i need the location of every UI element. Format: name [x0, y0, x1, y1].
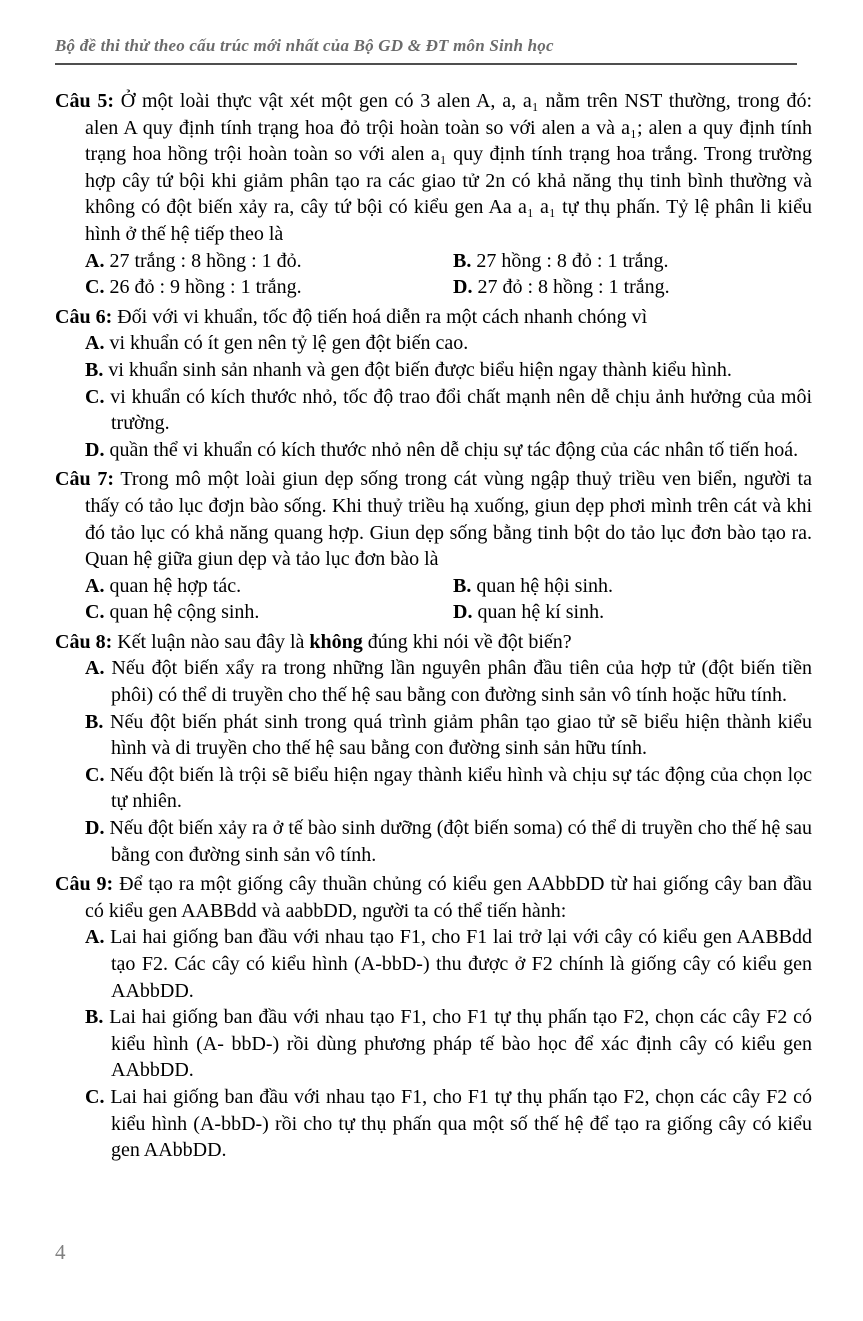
option-text: 27 trắng : 8 hồng : 1 đỏ. — [109, 249, 302, 272]
option-letter: C. — [85, 763, 105, 786]
option-text: vi khuẩn sinh sản nhanh và gen đột biến được biểu hiện ngay thành kiểu hình. — [108, 358, 732, 381]
option-d — [453, 274, 812, 301]
option-b — [453, 573, 812, 600]
option-text: quan hệ kí sinh. — [477, 601, 605, 624]
option-text: Nếu đột biến xẩy ra trong những lần nguyên phân đầu tiên của hợp tử (đột biến tiền phôi) có thể di truyền cho thế hệ sau bằng con đường sinh sản vô tính hoặc hữu tính. — [111, 657, 813, 707]
question-text-emphasis: không — [309, 630, 363, 653]
option-text: quan hệ hợp tác. — [109, 574, 242, 597]
option-b — [85, 1004, 812, 1084]
option-letter: B. — [85, 710, 104, 733]
option-text: Nếu đột biến là trội sẽ biểu hiện ngay thành kiểu hình và chịu sự tác động của chọn lọc tự nhiên. — [109, 763, 813, 813]
option-c — [85, 762, 812, 815]
options-block — [85, 924, 812, 1163]
question-5 — [55, 88, 812, 301]
question-text: Đối với vi khuẩn, tốc độ tiến hoá diễn ra một cách nhanh chóng vì — [117, 305, 648, 328]
option-letter: D. — [453, 276, 473, 299]
option-a — [85, 248, 453, 275]
question-6 — [55, 304, 812, 464]
option-letter: A. — [85, 332, 105, 355]
option-c — [85, 384, 812, 437]
option-a — [85, 330, 812, 357]
option-text: 27 hồng : 8 đỏ : 1 trắng. — [476, 249, 669, 272]
question-paragraph — [55, 871, 812, 924]
option-text: quan hệ hội sinh. — [476, 574, 613, 597]
question-text: Trong mô một loài giun dẹp sống trong cát vùng ngập thuỷ triều ven biển, người ta thấy có tảo lục đơjn bào sống. Khi thuỷ triều hạ xuống, giun dẹp phơi mình trên cát và khi đó tảo lục có khả năng quang hợp. Giun dẹp sống bằng tinh bột do tảo lục đơn bào tạo ra. Quan hệ giữa giun dẹp và tảo lục đơn bào là — [85, 468, 812, 571]
option-d — [85, 815, 812, 868]
options-block — [85, 330, 812, 463]
option-letter: A. — [85, 926, 105, 949]
option-text: Nếu đột biến phát sinh trong quá trình giảm phân tạo giao tử sẽ biểu hiện thành kiểu hình và di truyền cho thế hệ sau bằng con đường sinh sản hữu tính. — [110, 710, 813, 760]
option-text: quan hệ cộng sinh. — [109, 601, 260, 624]
option-a — [85, 655, 812, 708]
question-label: Câu 5: — [55, 90, 114, 112]
question-label: Câu 9: — [55, 873, 114, 896]
option-letter: B. — [85, 1006, 104, 1029]
option-b — [85, 709, 812, 762]
question-label: Câu 8: — [55, 630, 113, 653]
option-c — [85, 274, 453, 301]
option-letter: B. — [453, 574, 472, 597]
option-letter: D. — [453, 601, 473, 624]
option-a — [85, 573, 453, 600]
option-c — [85, 599, 453, 626]
question-label: Câu 6: — [55, 305, 113, 328]
question-9 — [55, 871, 812, 1164]
question-7 — [55, 466, 812, 626]
option-letter: C. — [85, 276, 105, 299]
options-block — [85, 655, 812, 868]
options-grid — [85, 573, 812, 626]
option-letter: C. — [85, 1085, 105, 1108]
questions-list — [55, 88, 812, 1164]
page-header: Bộ đề thi thử theo cấu trúc mới nhất của Bộ GD & ĐT môn Sinh học — [55, 36, 797, 65]
option-b — [85, 357, 812, 384]
option-letter: C. — [85, 385, 105, 408]
option-letter: A. — [85, 657, 105, 680]
option-letter: D. — [85, 438, 105, 461]
question-paragraph — [55, 88, 812, 248]
option-text: vi khuẩn có kích thước nhỏ, tốc độ trao đổi chất mạnh nên dễ chịu ảnh hưởng của môi trường. — [110, 385, 812, 435]
question-paragraph — [55, 466, 812, 572]
options-grid — [85, 248, 812, 301]
option-text: quần thể vi khuẩn có kích thước nhỏ nên dễ chịu sự tác động của các nhân tố tiến hoá. — [109, 438, 799, 461]
option-letter: B. — [85, 358, 104, 381]
question-text: Để tạo ra một giống cây thuần chủng có kiểu gen AAbbDD từ hai giống cây ban đầu có kiểu gen AABBdd và aabbDD, người ta có thể tiến hành: — [85, 873, 813, 922]
option-text: vi khuẩn có ít gen nên tỷ lệ gen đột biến cao. — [109, 332, 469, 355]
option-d — [453, 599, 812, 626]
question-paragraph — [55, 304, 812, 331]
option-text: Lai hai giống ban đầu với nhau tạo F1, cho F1 tự thụ phấn tạo F2, chọn các cây F2 có kiểu hình (A- bbD-) rồi dùng phương pháp tế bào học để xác định cây có kiểu gen AAbbDD. — [109, 1006, 813, 1082]
question-text-after: đúng khi nói về đột biến? — [362, 630, 572, 653]
question-paragraph — [55, 629, 812, 656]
question-8 — [55, 629, 812, 868]
option-text: Nếu đột biến xảy ra ở tế bào sinh dưỡng (đột biến soma) có thể di truyền cho thế hệ sau bằng con đường sinh sản vô tính. — [109, 817, 813, 866]
question-label: Câu 7: — [55, 468, 114, 491]
option-letter: C. — [85, 601, 105, 624]
option-text: Lai hai giống ban đầu với nhau tạo F1, cho F1 tự thụ phấn tạo F2, chọn các cây F2 có kiểu hình (A-bbD-) rồi cho tự thụ phấn qua một số thế hệ để tạo ra giống cây có kiểu gen AAbbDD. — [110, 1085, 813, 1162]
question-text: Ở một loài thực vật xét một gen có 3 alen A, a, a₁ nằm trên NST thường, trong đó: alen A quy định tính trạng hoa đỏ trội hoàn toàn so với alen a và a₁; alen a quy định tính trạng hoa hồng trội hoàn toàn so với alen a₁ quy định tính trạng hoa trắng. Trong trường hợp cây tứ bội khi giảm phân tạo ra các giao tử 2n có khả năng thụ tinh bình thường và không có đột biến xảy ra, cây tứ bội có kiểu gen Aa a₁ a₁ tự thụ phấn. Tỷ lệ phân li kiểu hình ở thế hệ tiếp theo là — [85, 90, 812, 245]
option-d — [85, 437, 812, 464]
page-number: 4 — [55, 1240, 66, 1264]
option-b — [453, 248, 812, 275]
option-letter: A. — [85, 249, 105, 272]
question-text-before: Kết luận nào sau đây là — [117, 630, 310, 653]
option-text: 26 đỏ : 9 hồng : 1 trắng. — [109, 276, 302, 299]
option-letter: B. — [453, 249, 472, 272]
option-text: Lai hai giống ban đầu với nhau tạo F1, cho F1 lai trở lại với cây có kiểu gen AABBdd tạo F2. Các cây có kiểu hình (A-bbD-) thu được ở F2 chính là giống cây có kiểu gen AAbbDD. — [110, 926, 812, 1002]
option-text: 27 đỏ : 8 hồng : 1 trắng. — [477, 276, 670, 299]
option-letter: A. — [85, 574, 105, 597]
option-letter: D. — [85, 817, 105, 840]
option-c — [85, 1084, 812, 1164]
option-a — [85, 924, 812, 1004]
